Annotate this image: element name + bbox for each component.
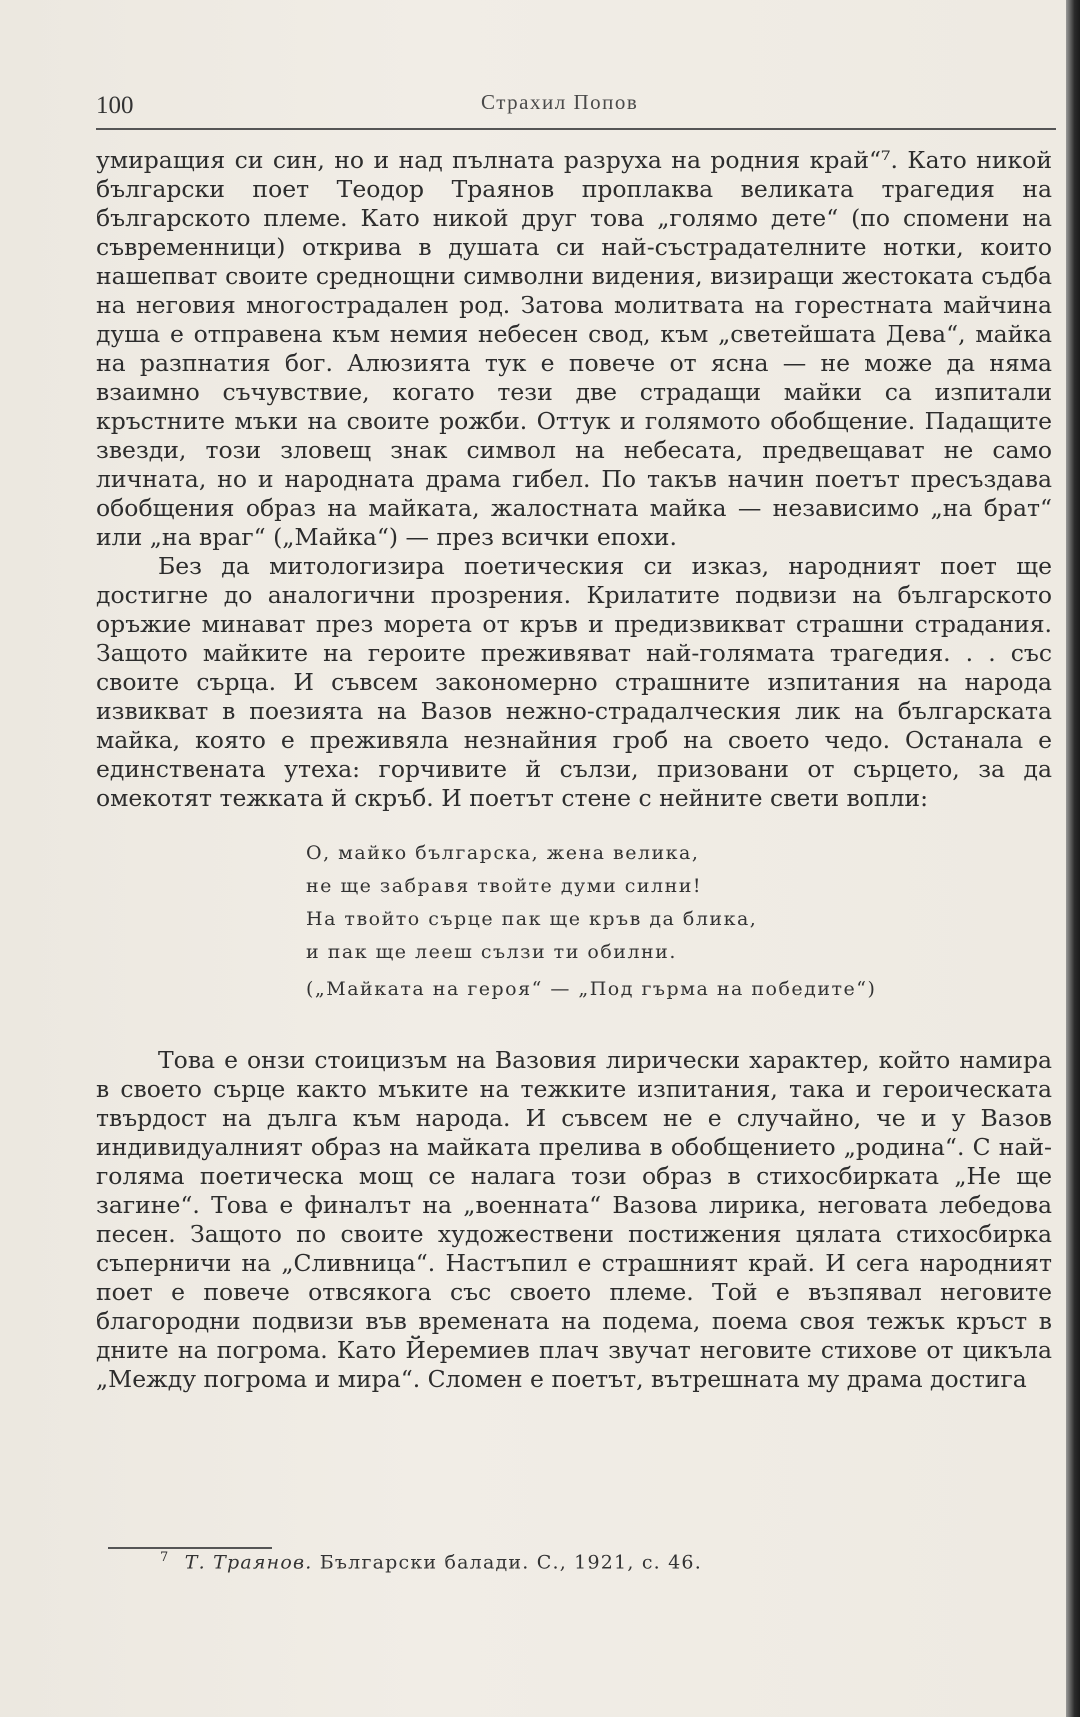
body-text [96,146,1052,1394]
poem-line-1: О, майко българска, жена велика, [306,842,700,864]
page-header [96,88,1056,128]
poem-line-3: На твойто сърце пак ще кръв да блика, [306,908,758,930]
footnote [160,1550,702,1573]
paragraph-1: умиращия си син, но и над пълната разруха на родния край“⁷. Като никой български поет Теодор Траянов проплаква великата трагедия на българското племе. Като никой друг това „голямо дете“ (по спомени на съвременници) открива в душата си най-състрадателните нотки, които нашепват своите среднощни символни видения, визиращи жестоката съдба на неговия многострадален род. Затова молитвата на горестната майчина душа е отправена към немия небесен свод, към „светейшата Дева“, майка на разпнатия бог. Алюзията тук е повече от ясна — не може да няма взаимно съчувствие, когато тези две страдащи майки са изпитали кръстните мъки на своите рожби. Оттук и голямото обобщение. Падащите звезди, този зловещ знак символ на небесата, предвещават не само личната, но и народната драма гибел. По такъв начин поетът пресъздава обобщения образ на майката, жалостната майка — независимо „на брат“ или „на враг“ („Майка“) — през всички епохи. [96,146,1052,551]
header-rule [96,128,1056,130]
footnote-mark: 7 [160,1550,170,1565]
page-edge-shadow [1066,0,1080,1717]
poem-quote [306,837,1052,1006]
poem-line-2: не ще забравя твойте думи силни! [306,875,703,897]
page-number: 100 [96,92,134,119]
footnote-author: Т. Траянов. [184,1551,313,1574]
paragraph-3: Това е онзи стоицизъм на Вазовия лирически характер, който намира в своето сърце както мъките на тежките изпитания, така и героическата твърдост на дълга към народа. И съвсем не е случайно, че и у Вазов индивидуалният образ на майката прелива в обобщението „родина“. С най-голяма поетическа мощ се налага този образ в стихосбирката „Не ще загине“. Това е финалът на „военната“ Вазова лирика, неговата лебедова песен. Защото по своите художествени постижения цялата стихосбирка съперничи на „Сливница“. Настъпил е страшният край. И сега народният поет е повече отвсякога със своето племе. Той е възпявал неговите благородни подвизи във времената на подема, поема своя тежък кръст в дните на погрома. Като Йеремиев плач звучат неговите стихове от цикъла „Между погрома и мира“. Сломен е поетът, вътрешната му драма достига [96,1046,1052,1393]
footnote-text: Български балади. С., 1921, с. 46. [319,1551,702,1574]
poem-line-4: и пак ще лееш сълзи ти обилни. [306,941,677,963]
footnote-rule [108,1547,272,1549]
paragraph-2: Без да митологизира поетическия си изказ, народният поет ще достигне до аналогични прозрения. Крилатите подвизи на българското оръжие минават през морета от кръв и предизвикват страшни страдания. Защото майките на героите преживяват най-голямата трагедия. . . със своите сърца. И съвсем закономерно страшните изпитания на народа извикват в поезията на Вазов нежно-страдалческия лик на българската майка, която е преживяла незнайния гроб на своето чедо. Останала е единствената утеха: горчивите й сълзи, призовани от сърцето, за да омекотят тежката й скръб. И поетът стене с нейните свети вопли: [96,552,1052,812]
running-head: Страхил Попов [481,90,639,114]
poem-attribution: („Майката на героя“ — „Под гърма на победите“) [306,978,877,1000]
